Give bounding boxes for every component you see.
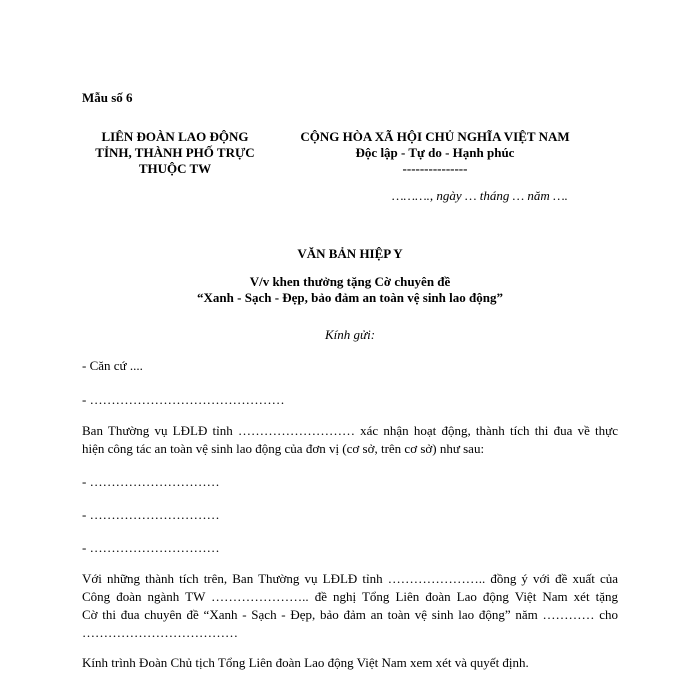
proposal-line-4: ……………………………… [82, 625, 238, 640]
proposal-paragraph [82, 570, 618, 642]
subject-line-1: V/v khen thưởng tặng Cờ chuyên đề [249, 274, 451, 289]
achievement-item: - ………………………… [82, 474, 220, 489]
national-title: CỘNG HÒA XÃ HỘI CHỦ NGHĨA VIỆT NAM [300, 129, 570, 144]
issuing-organization [70, 129, 280, 177]
organization-line-1: LIÊN ĐOÀN LAO ĐỘNG [101, 129, 249, 144]
confirmation-paragraph [82, 422, 618, 458]
closing-statement: Kính trình Đoàn Chủ tịch Tổng Liên đoàn Lao động Việt Nam xem xét và quyết định. [82, 655, 529, 670]
proposal-line-3: Cờ thi đua chuyên đề “Xanh - Sạch - Đẹp, bảo đảm an toàn vệ sinh lao động” năm ………… cho [82, 607, 618, 622]
organization-line-2: TỈNH, THÀNH PHỐ TRỰC [95, 145, 255, 160]
proposal-line-2: Công đoàn ngành TW ………………….. đề nghị Tổng Liên đoàn Lao động Việt Nam xét tặng [82, 589, 618, 604]
proposal-line-1: Với những thành tích trên, Ban Thường vụ LĐLĐ tỉnh ………………….. đồng ý với đề xuất của [82, 571, 618, 586]
achievement-item: - ………………………… [82, 540, 220, 555]
organization-line-3: THUỘC TW [138, 161, 212, 176]
basis-line-1: - Căn cứ .... [82, 358, 143, 373]
document-subject [0, 274, 700, 306]
date-line: ………., ngày … tháng … năm …. [392, 188, 568, 203]
subject-line-2: “Xanh - Sạch - Đẹp, bảo đảm an toàn vệ sinh lao động” [197, 290, 503, 305]
confirmation-line-1: Ban Thường vụ LĐLĐ tỉnh ……………………… xác nhận hoạt động, thành tích thi đua về thực [82, 423, 618, 438]
national-heading [270, 129, 600, 177]
basis-line-2: - ……………………………………… [82, 392, 285, 407]
achievement-item: - ………………………… [82, 507, 220, 522]
document-title: VĂN BẢN HIỆP Y [297, 246, 403, 261]
motto-rule: --------------- [402, 161, 468, 176]
national-motto: Độc lập - Tự do - Hạnh phúc [355, 145, 515, 160]
form-number: Mẫu số 6 [82, 90, 133, 105]
salutation: Kính gửi: [324, 327, 376, 342]
confirmation-line-2: hiện công tác an toàn vệ sinh lao động của đơn vị (cơ sở, trên cơ sở) như sau: [82, 441, 485, 456]
